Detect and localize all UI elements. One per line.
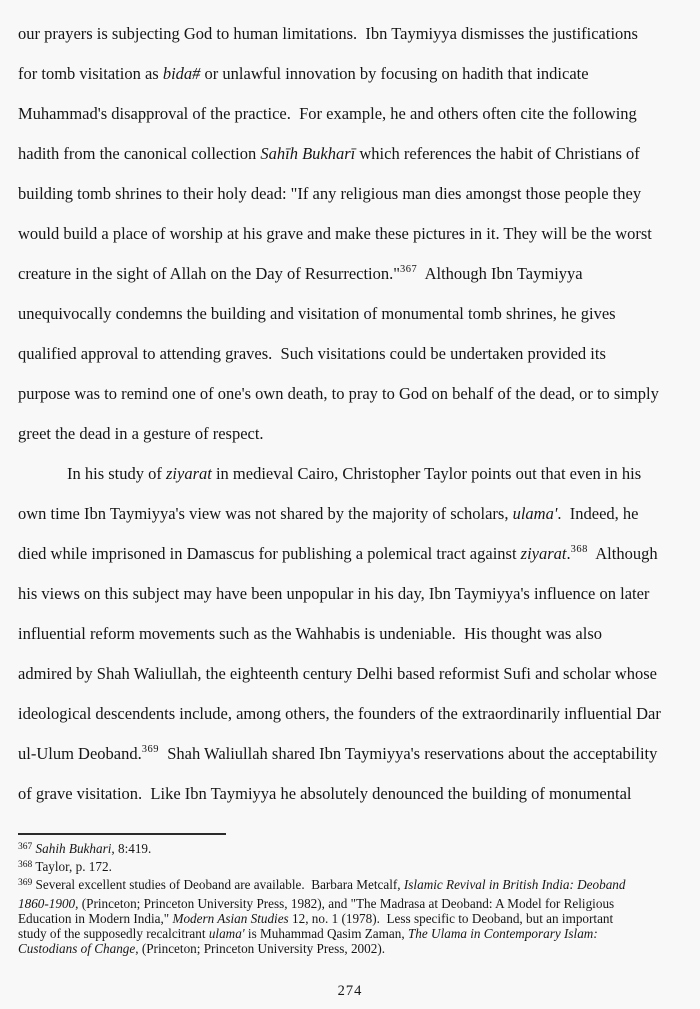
text-segment: .	[566, 544, 571, 563]
text-segment: which references the habit of Christians of	[355, 144, 640, 163]
footnote-line	[18, 877, 682, 895]
body-line	[18, 414, 682, 454]
footnote-marker: 367	[18, 842, 33, 852]
text-segment: unequivocally condemns the building and visitation of monumental tomb shrines, he gives	[18, 304, 616, 323]
text-segment: influential reform movements such as the Wahhabis is undeniable. His thought was also	[18, 624, 603, 643]
text-segment: Islamic Revival in British India: Deoband	[403, 877, 626, 893]
footnotes	[18, 841, 682, 956]
text-segment: Sahih Bukhari	[35, 841, 112, 856]
text-segment: Several excellent studies of Deoband are available. Barbara Metcalf,	[35, 877, 404, 893]
footnote-marker: 368	[18, 860, 33, 871]
body-line	[18, 654, 682, 694]
text-segment: hadith from the canonical collection	[18, 144, 261, 163]
body-line	[18, 534, 682, 574]
page-number: 274	[337, 983, 363, 999]
text-segment: would build a place of worship at his grave and make these pictures in it. They will be the worst	[18, 224, 652, 243]
footnote-line	[18, 841, 682, 859]
footnote-reference: 368	[570, 544, 588, 555]
text-segment: study of the supposedly recalcitrant	[18, 926, 209, 942]
text-segment: ulama'	[208, 926, 245, 942]
body-line	[18, 334, 682, 374]
text-segment: in medieval Cairo, Christopher Taylor points out that even in his	[211, 464, 642, 483]
text-segment: purpose was to remind one of one's own death, to pray to God on behalf of the dead, or to simply	[18, 384, 659, 403]
body-line	[18, 14, 682, 54]
text-segment: ulama'	[512, 504, 558, 523]
body-line	[18, 134, 682, 174]
text-segment: ideological descendents include, among others, the founders of the extraordinarily influential Dar	[18, 704, 661, 723]
text-segment: 12, no. 1 (1978). Less specific to Deoband, but an important	[288, 910, 614, 926]
text-segment: greet the dead in a gesture of respect.	[18, 424, 264, 443]
body-line	[18, 374, 682, 414]
footnote-line	[18, 926, 682, 941]
text-segment: died while imprisoned in Damascus for publishing a polemical tract against	[18, 544, 521, 563]
body-line	[18, 174, 682, 214]
footnote-reference: 369	[141, 744, 159, 755]
text-segment: qualified approval to attending graves. Such visitations could be undertaken provided its	[18, 344, 606, 363]
text-segment: Custodians of Change	[18, 941, 136, 957]
body-line	[18, 494, 682, 534]
text-segment: Sahīh Bukharī	[260, 144, 356, 163]
text-segment: . Indeed, he	[557, 504, 639, 523]
text-segment: our prayers is subjecting God to human limitations. Ibn Taymiyya dismisses the justifications	[18, 24, 638, 43]
text-segment: The Ulama in Contemporary Islam:	[407, 926, 598, 942]
body-line	[18, 614, 682, 654]
body-line	[18, 214, 682, 254]
text-segment: , (Princeton; Princeton University Press, 2002).	[135, 941, 386, 957]
text-segment: is Muhammad Qasim Zaman,	[244, 926, 408, 942]
footnote-line	[18, 911, 682, 926]
body-line	[18, 294, 682, 334]
text-segment: Muhammad's disapproval of the practice. For example, he and others often cite the following	[18, 104, 637, 123]
text-segment: ziyarat	[520, 544, 567, 563]
text-segment: ul-Ulum Deoband.	[18, 744, 142, 763]
footnote-marker: 369	[18, 878, 33, 889]
body-line	[18, 774, 682, 814]
text-segment: building tomb shrines to their holy dead: "If any religious man dies amongst those people they	[18, 184, 642, 203]
body-line	[18, 734, 682, 774]
text-segment: admired by Shah Waliullah, the eighteenth century Delhi based reformist Sufi and scholar whose	[18, 664, 657, 683]
text-segment: , (Princeton; Princeton University Press, 1982), and "The Madrasa at Deoband: A Model for Religious	[75, 895, 615, 911]
text-segment: Modern Asian Studies	[172, 910, 289, 926]
text-segment: Although	[587, 544, 658, 563]
body-line	[18, 574, 682, 614]
body-line	[18, 694, 682, 734]
text-segment: Although Ibn Taymiyya	[417, 264, 583, 283]
text-segment: for tomb visitation as	[18, 64, 163, 83]
text-segment: or unlawful innovation by focusing on hadith that indicate	[200, 64, 589, 83]
text-segment: Education in Modern India,"	[18, 910, 173, 926]
text-segment: of grave visitation. Like Ibn Taymiyya he absolutely denounced the building of monumental	[18, 784, 632, 803]
footnote-line	[18, 859, 682, 877]
body-text	[18, 14, 682, 814]
body-line	[18, 54, 682, 94]
footnote-separator	[18, 833, 226, 835]
text-segment: ziyarat	[166, 464, 212, 483]
footnote-line	[18, 896, 682, 911]
footnote-line	[18, 941, 682, 956]
body-line	[18, 94, 682, 134]
body-line	[18, 254, 682, 294]
body-line	[18, 454, 682, 494]
text-segment: Shah Waliullah shared Ibn Taymiyya's reservations about the acceptability	[158, 744, 658, 763]
text-segment: Taylor, p. 172.	[35, 859, 112, 875]
text-segment: 1860-1900	[18, 895, 76, 911]
text-segment: bida#	[162, 64, 201, 83]
text-segment: , 8:419.	[111, 841, 152, 856]
footnote-reference: 367	[400, 264, 418, 275]
text-segment: own time Ibn Taymiyya's view was not shared by the majority of scholars,	[18, 504, 513, 523]
text-segment: creature in the sight of Allah on the Day of Resurrection."	[18, 264, 400, 283]
text-segment: In his study of	[67, 464, 166, 483]
text-segment: his views on this subject may have been unpopular in his day, Ibn Taymiyya's influence on later	[18, 584, 650, 603]
